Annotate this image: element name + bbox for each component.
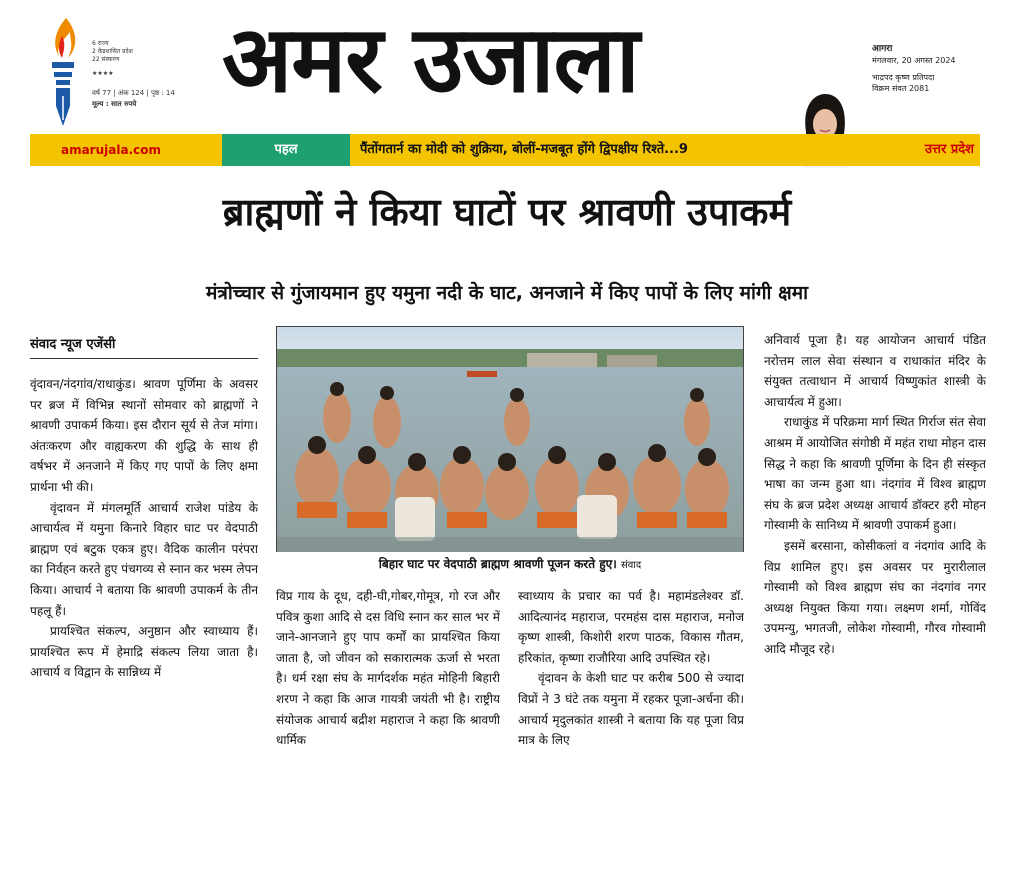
top-strip xyxy=(30,134,980,166)
editions-count: 22 संस्करण xyxy=(92,56,120,63)
paragraph: राधाकुंड में परिक्रमा मार्ग स्थित गिर्राज संत सेवा आश्रम में आयोजित संगोष्ठी में महंत राधा मोहन दास सिद्ध ने कहा कि श्रावणी पूर्णिमा के दिन ही संस्कृत भाषा का जन्म हुआ था। नंदगांव में विश्व ब्राह्मण संघ के ब्रज प्रदेश अध्यक्ष आचार्य डॉक्टर हरी मोहन गोस्वामी के सानिध्य में श्रावणी उपाकर्म हुआ। xyxy=(764,415,986,533)
torch-pen-logo-icon xyxy=(44,18,82,128)
website-link[interactable]: amarujala.com xyxy=(60,143,161,157)
article-headline: ब्राह्मणों ने किया घाटों पर श्रावणी उपाकर्म xyxy=(222,190,792,234)
masthead xyxy=(0,0,1014,130)
issue-meta xyxy=(92,88,175,110)
paragraph: विप्र गाय के दूध, दही-घी,गोबर,गोमूत्र, गो रज और पवित्र कुशा आदि से दस विधि स्नान कर साल भर में जाने-आनजाने हुए पाप कर्मों का प्रायश्चित किया जाता है, जो जीवन को सकारात्मक ऊर्जा से भरता है। धर्म रक्षा संघ के मार्गदर्शक महंत मोहिनी बिहारी शरण ने कहा कि आज गायत्री जयंती भी है। राष्ट्रीय संयोजक आचार्य बद्रीश महाराज ने कहा कि श्रावणी धार्मिक xyxy=(276,589,500,748)
edition-info xyxy=(92,40,133,78)
newspaper-title: अमर उजाला xyxy=(222,6,639,113)
article-column-2 xyxy=(276,586,500,862)
price: मूल्य : सात रुपये xyxy=(92,100,137,108)
paragraph: वृंदावन के केशी घाट पर करीब 500 से ज्यादा विप्रों ने 3 घंटे तक यमुना में रहकर पूजा-अर्चना की। आचार्य मृदुलकांत शास्त्री ने बताया कि यह पूजा विप्र मात्र के लिए xyxy=(518,671,744,748)
hindu-date: भाद्रपद कृष्ण प्रतिपदा xyxy=(872,73,935,82)
paragraph: वृंदावन/नंदगांव/राधाकुंड। श्रावण पूर्णिमा के अवसर पर ब्रज में विभिन्न स्थानों सोमवार को ब्राह्मणों ने श्रावणी उपाकर्म किया। इस दौरान सूर्य से तेज मांगा। अंतःकरण और वाह्यकरण की शुद्धि के साथ ही वर्षभर में अनजाने में किए गए पापों के लिए क्षमा प्रार्थना भी की। xyxy=(30,377,258,494)
teaser-headline[interactable]: पैंतोंगतार्न का मोदी को शुक्रिया, बोलीं-मजबूत होंगे द्विपक्षीय रिश्ते...9 xyxy=(360,142,688,157)
caption-text: बिहार घाट पर वेदपाठी ब्राह्मण श्रावणी पूजन करते हुए। xyxy=(378,557,617,571)
publish-date: मंगलवार, 20 अगस्त 2024 xyxy=(872,56,956,65)
dateline xyxy=(872,44,956,94)
issue-number: वर्ष 77 | अंक 124 | पृष्ठ : 14 xyxy=(92,89,175,97)
article-column-4 xyxy=(764,330,986,862)
paragraph: स्वाध्याय के प्रचार का पर्व है। महामंडलेश्वर डॉ. आदित्यानंद महाराज, परमहंस दास महाराज, मनोज कृष्ण शास्त्री, किशोरी शरण पाठक, विकास गौतम, हरिकांत, कृष्णा राजौरिया आदि उपस्थित रहे। xyxy=(518,589,744,665)
edition-stars: ★★★★ xyxy=(92,70,114,77)
article-column-3 xyxy=(518,586,744,862)
article-subhead: मंत्रोच्चार से गुंजायमान हुए यमुना नदी के घाट, अनजाने में किए पापों के लिए मांगी क्षमा xyxy=(206,282,808,304)
states-count: 6 राज्य xyxy=(92,40,109,47)
section-tag: पहल xyxy=(222,134,350,166)
paragraph: प्रायश्चित संकल्प, अनुष्ठान और स्वाध्याय हैं। प्रायश्चित रूप में हेमाद्रि संकल्प लिया जाता है। आचार्य व विद्वान के सान्निध्य में xyxy=(30,624,258,680)
paragraph: इसमें बरसाना, कोसीकलां व नंदगांव आदि के विप्र शामिल हुए। इस अवसर पर मुरारीलाल गोस्वामी को विश्व ब्राह्मण संघ का नंदगांव नगर अध्यक्ष नियुक्त किया गया। लक्ष्मण शर्मा, गोविंद उपमन्यु, भगतजी, लोकेश गोस्वामी, गौरव गोस्वामी आदि मौजूद रहे। xyxy=(764,538,986,656)
paragraph: अनिवार्य पूजा है। यह आयोजन आचार्य पंडित नरोत्तम लाल सेवा संस्थान व राधाकांत मंदिर के संयुक्त तत्वाधान में आचार्य विष्णुकांत शास्त्री के आचार्यत्व में हुआ। xyxy=(764,333,986,409)
caption-credit: संवाद xyxy=(620,560,642,571)
photo-caption xyxy=(276,552,744,576)
vikram-samvat: विक्रम संवत 2081 xyxy=(872,84,930,93)
byline: संवाद न्यूज एजेंसी xyxy=(30,332,258,359)
article-column-1 xyxy=(30,374,258,862)
union-territories-count: 2 केंद्रशासित प्रदेश xyxy=(92,48,133,55)
edition-city: आगरा xyxy=(872,44,893,54)
article-photo xyxy=(276,326,744,574)
ghat-photo-image xyxy=(277,327,743,573)
paragraph: वृंदावन में मंगलमूर्ति आचार्य राजेश पांडेय के आचार्यत्व में यमुना किनारे विहार घाट पर वेदपाठी ब्राह्मण एवं बटुक एकत्र हुए। वैदिक कालीन परंपरा का निर्वहन करते हुए पंचगव्य से स्नान कर भस्म लेपन किया। आचार्य ने बताया कि श्रावणी उपाकर्म के तीन पहलू हैं। xyxy=(30,500,258,618)
region-label: उत्तर प्रदेश xyxy=(924,142,974,157)
